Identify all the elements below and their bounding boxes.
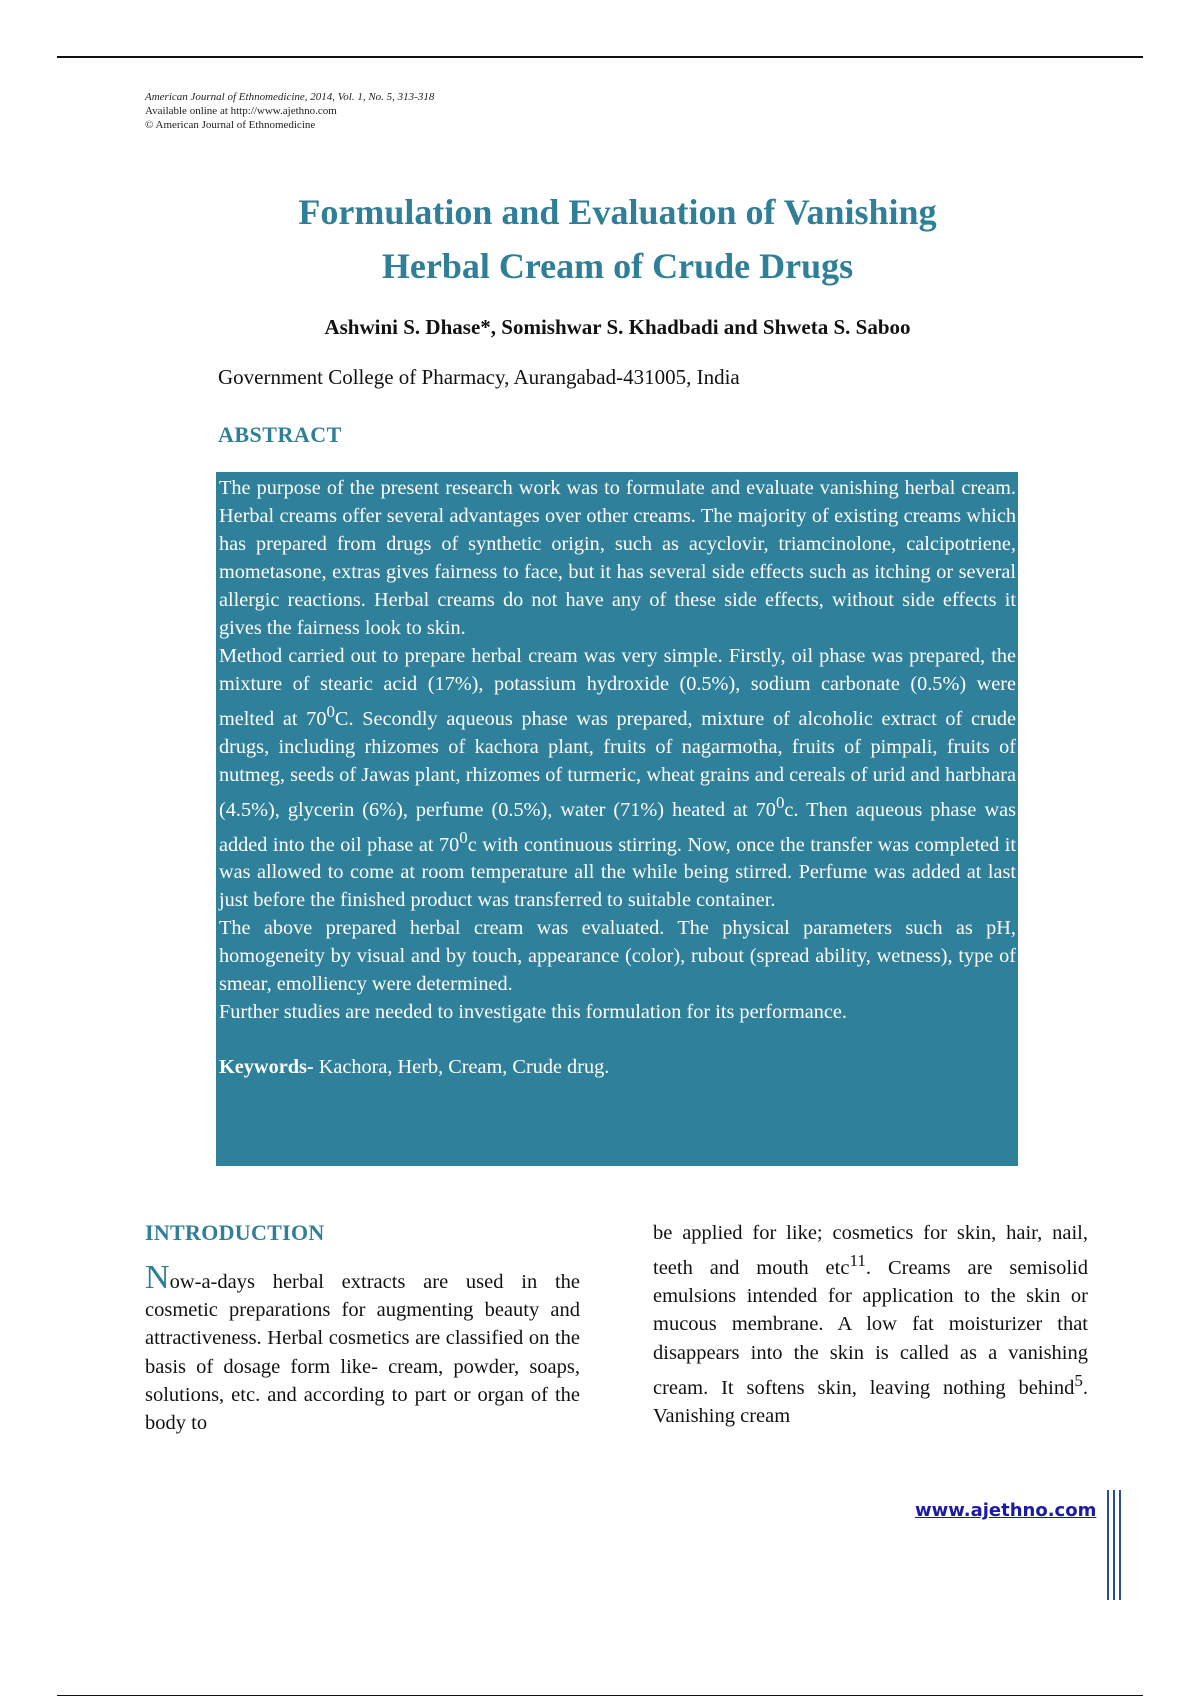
journal-header [145,90,434,132]
introduction-heading: INTRODUCTION [145,1220,325,1245]
abstract-text: c with continuous stirring. Now, once the transfer was completed it was allowed to come at room temperature all the while being stirred. Perfume was added at last just before the finished product was transferred to suitable container. [219,833,1016,912]
introduction-right-text: . Vanishing cream [653,1376,1088,1427]
abstract-text: c. Then aqueous phase was added into the oil phase at 70 [219,798,1016,856]
paper-title-line-2: Herbal Cream of Crude Drugs [381,246,854,286]
keywords [219,1053,1016,1081]
drop-cap: N [145,1259,170,1296]
journal-availability: Available online at http://www.ajethno.com [145,105,337,117]
degree-superscript: 0 [326,702,335,721]
top-rule [57,56,1143,58]
abstract-heading: ABSTRACT [218,422,342,447]
affiliation: Government College of Pharmacy, Aurangabad-431005, India [218,365,740,389]
website-link[interactable]: www.ajethno.com [915,1500,1097,1521]
introduction-left-column [145,1259,580,1437]
abstract-paragraph-1: The purpose of the present research work was to formulate and evaluate vanishing herbal cream. Herbal creams offer several advantages over other creams. The majority of existing creams which has prepared from drugs of synthetic origin, such as acyclovir, triamcinolone, calcipotriene, mometasone, extras gives fairness to face, but it has several side effects such as itching or several allergic reactions. Herbal creams do not have any of these side effects, without side effects it gives the fairness look to skin. [219,477,1016,639]
bottom-rule [57,1695,1143,1696]
abstract-text: Method carried out to prepare herbal cream was very simple. Firstly, oil phase was prepared, the mixture of stearic acid (17%), potassium hydroxide (0.5%), sodium carbonate (0.5%) were melted at 70 [219,645,1016,730]
keywords-list: Kachora, Herb, Cream, Crude drug. [313,1056,610,1079]
citation-superscript: 5 [1074,1370,1083,1390]
abstract-paragraph-2 [219,642,1016,914]
decorative-bars [1107,1490,1123,1600]
degree-superscript: 0 [459,827,468,847]
citation-superscript: 11 [849,1251,866,1271]
journal-copyright: © American Journal of Ethnomedicine [145,119,316,131]
journal-citation: American Journal of Ethnomedicine, 2014, Vol. 1, No. 5, 313-318 [145,91,435,103]
abstract-box [216,472,1018,1166]
introduction-right-column [653,1219,1088,1430]
paper-title-line-1: Formulation and Evaluation of Vanishing [298,192,937,232]
introduction-right-text: . Creams are semisolid emulsions intended for application to the skin or mucous membrane. A low fat moisturizer that disappears into the skin is called as a vanishing cream. It softens skin, leaving nothing behind [653,1257,1088,1399]
paper-title [150,185,1085,293]
keywords-label: Keywords- [219,1056,314,1079]
abstract-paragraph-3: The above prepared herbal cream was evaluated. The physical parameters such as pH, homogeneity by visual and by touch, appearance (color), rubout (spread ability, wetness), type of smear, emolliency were determined. [219,917,1016,996]
authors: Ashwini S. Dhase*, Somishwar S. Khadbadi and Shweta S. Saboo [324,315,911,339]
abstract-text: C. Secondly aqueous phase was prepared, mixture of alcoholic extract of crude drugs, including rhizomes of kachora plant, fruits of nagarmotha, fruits of pimpali, fruits of nutmeg, seeds of Jawas plant, rhizomes of turmeric, wheat grains and cereals of urid and harbhara (4.5%), glycerin (6%), perfume (0.5%), water (71%) heated at 70 [219,707,1017,821]
abstract-paragraph-4: Further studies are needed to investigate this formulation for its performance. [219,1001,847,1024]
introduction-left-text: ow-a-days herbal extracts are used in the cosmetic preparations for augmenting beauty and attractiveness. Herbal cosmetics are classified on the basis of dosage form like- cream, powder, soaps, solutions, etc. and according to part or organ of the body to [145,1271,580,1435]
degree-superscript: 0 [775,792,785,812]
introduction-right-text: be applied for like; cosmetics for skin, hair, nail, teeth and mouth etc [653,1222,1088,1280]
